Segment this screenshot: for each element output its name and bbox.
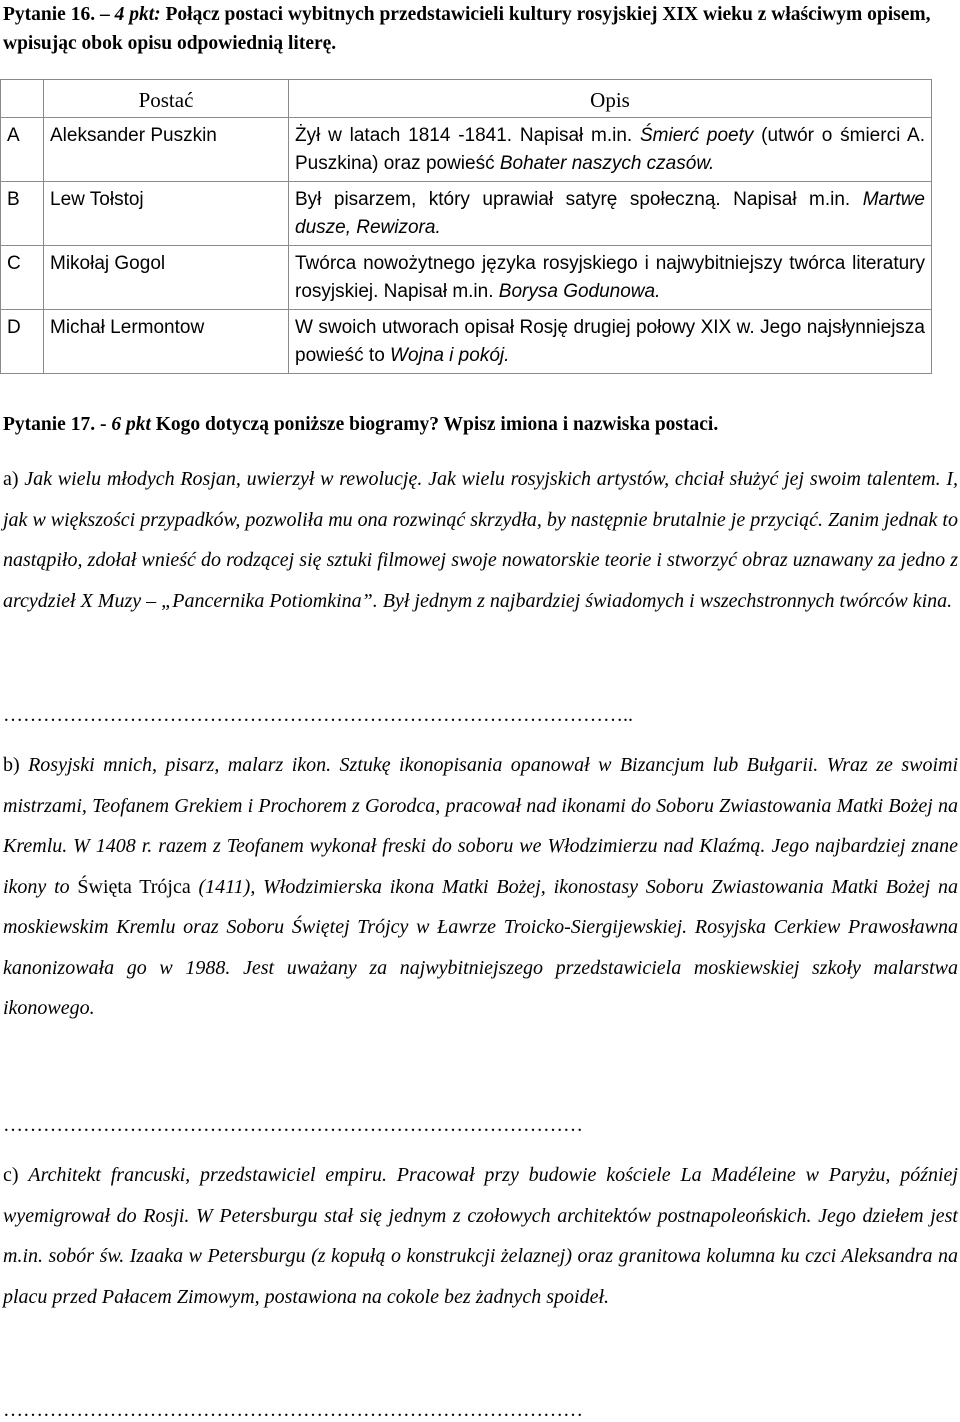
table-row	[1, 118, 932, 182]
desc-title: Martwe dusze, Rewizora.	[295, 189, 925, 238]
desc-title: Wojna i pokój.	[390, 345, 510, 366]
header-person: Postać	[44, 80, 289, 118]
row-person: Lew Tołstoj	[44, 182, 289, 246]
biogram-b-upright: Święta Trójca	[77, 875, 191, 898]
biogram-c-label: c)	[3, 1164, 29, 1186]
q17-title: Pytanie 17. -	[3, 414, 112, 435]
desc-text: W swoich utworach opisał Rosję drugiej połowy XIX w. Jego najsłynniejsza powieść to	[295, 317, 925, 366]
desc-title: Bohater naszych czasów.	[499, 153, 715, 174]
desc-text: Twórca nowożytnego języka rosyjskiego i najwybitniejszy twórca literatury rosyjskiej. Napisał m.in.	[295, 253, 925, 302]
biogram-c	[3, 1155, 958, 1317]
row-desc[interactable]	[289, 182, 932, 246]
question-16-heading	[3, 0, 953, 58]
desc-text: (utwór o śmierci A. Puszkina) oraz powieść	[295, 125, 925, 174]
row-letter: C	[1, 246, 44, 310]
row-letter: A	[1, 118, 44, 182]
row-desc[interactable]	[289, 246, 932, 310]
row-letter: B	[1, 182, 44, 246]
q17-instruction: Kogo dotyczą poniższe biogramy? Wpisz imiona i nazwiska postaci.	[150, 414, 719, 435]
biogram-a-label: a)	[3, 468, 25, 490]
q17-points: 6 pkt	[111, 414, 151, 435]
answer-line-b[interactable]: ……………………………………………………………………………	[3, 1114, 583, 1136]
q16-instruction: Połącz postaci wybitnych przedstawicieli kultury rosyjskiej XIX wieku z właściwym opisem, wpisując obok opisu odpowiednią literę.	[3, 4, 931, 54]
desc-text: Żył w latach 1814 -1841. Napisał m.in.	[295, 125, 640, 146]
q16-title: Pytanie 16. –	[3, 4, 115, 25]
table-row	[1, 182, 932, 246]
row-person: Aleksander Puszkin	[44, 118, 289, 182]
desc-title: Śmierć poety	[640, 125, 754, 146]
desc-text: Był pisarzem, który uprawiał satyrę społeczną. Napisał m.in.	[295, 189, 863, 210]
row-desc[interactable]	[289, 310, 932, 374]
matching-table	[0, 79, 932, 374]
desc-title: Borysa Godunowa.	[498, 281, 661, 302]
row-person: Michał Lermontow	[44, 310, 289, 374]
biogram-a	[3, 459, 958, 621]
answer-line-a[interactable]: …………………………………………………………………………………..	[3, 704, 633, 726]
header-desc: Opis	[289, 80, 932, 118]
q16-points: 4 pkt:	[114, 4, 161, 25]
row-person: Mikołaj Gogol	[44, 246, 289, 310]
question-17-heading	[3, 410, 953, 439]
biogram-b	[3, 745, 958, 1029]
table-row	[1, 310, 932, 374]
row-letter: D	[1, 310, 44, 374]
table-header-row	[1, 80, 932, 118]
biogram-b-text-1: Rosyjski mnich, pisarz, malarz ikon. Sztukę ikonopisania opanował w Bizancjum lub Bułgarii. Wraz ze swoimi mistrzami, Teofanem Grekiem i Prochorem z Gorodca, pracował nad ikonami do Soboru Zwiastowania Matki Bożej na Kremlu. W 1408 r. razem z Teofanem wykonał freski do soboru we Włodzimierzu nad Klaźmą. Jego najbardziej znane ikony to	[3, 754, 958, 898]
biogram-a-text: Jak wielu młodych Rosjan, uwierzył w rewolucję. Jak wielu rosyjskich artystów, chciał służyć jej swoim talentem. I, jak w większości przypadków, pozwoliła mu ona rozwinąć skrzydła, by następnie brutalnie je przyciąć. Zanim jednak to nastąpiło, zdołał wnieść do rodzącej się sztuki filmowej swoje nowatorskie teorie i stworzyć obraz uznawany za jedno z arcydzieł X Muzy – „Pancernika Potiomkina”. Był jednym z najbardziej świadomych i wszechstronnych twórców kina.	[3, 468, 958, 612]
biogram-b-label: b)	[3, 754, 29, 776]
header-letter	[1, 80, 44, 118]
biogram-c-text: Architekt francuski, przedstawiciel empiru. Pracował przy budowie kościele La Madéleine w Paryżu, później wyemigrował do Rosji. W Petersburgu stał się jednym z czołowych architektów postnapoleońskich. Jego dziełem jest m.in. sobór św. Izaaka w Petersburgu (z kopułą o konstrukcji żelaznej) oraz granitowa kolumna ku czci Aleksandra na placu przed Pałacem Zimowym, postawiona na cokole bez żadnych spoideł.	[3, 1164, 958, 1308]
row-desc[interactable]	[289, 118, 932, 182]
biogram-b-text-2: (1411), Włodzimierska ikona Matki Bożej, ikonostasy Soboru Zwiastowania Matki Bożej na moskiewskim Kremlu oraz Soboru Świętej Trójcy w Ławrze Troicko-Siergijewskiej. Rosyjska Cerkiew Prawosławna kanonizowała go w 1988. Jest uważany za najwybitniejszego przedstawiciela moskiewskiej szkoły malarstwa ikonowego.	[3, 875, 958, 1019]
answer-line-c[interactable]: ……………………………………………………………………………	[3, 1399, 583, 1421]
table-row	[1, 246, 932, 310]
